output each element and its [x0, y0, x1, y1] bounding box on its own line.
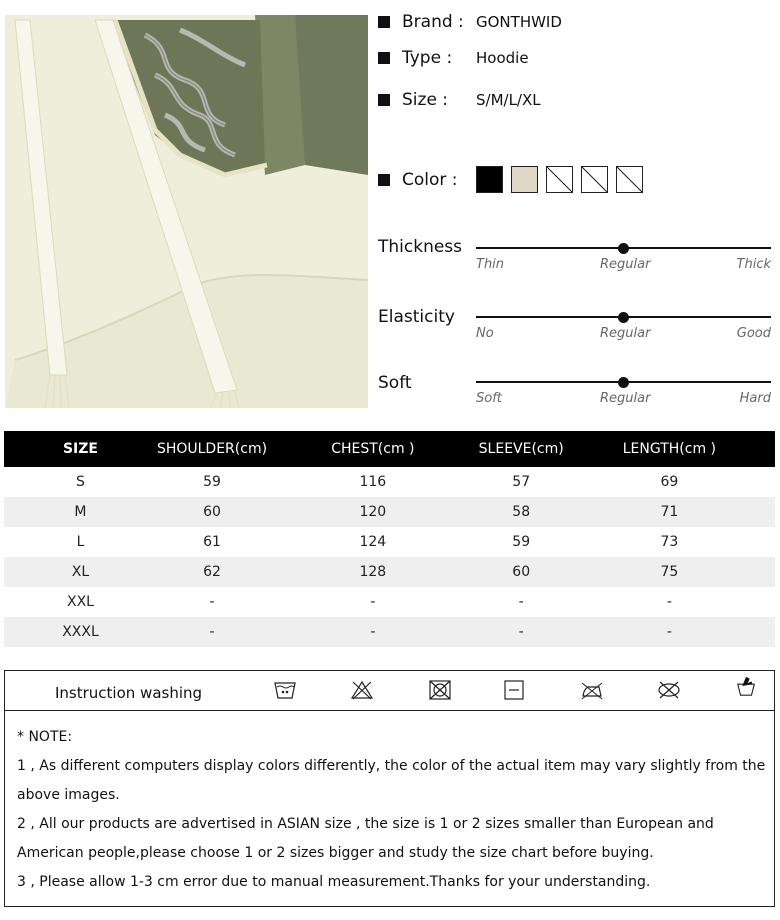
cell-length: - — [564, 617, 775, 647]
brand-value: GONTHWID — [476, 13, 562, 31]
bullet-square — [378, 52, 390, 64]
size-chart-table — [4, 431, 775, 647]
cell-size: L — [76, 534, 85, 550]
scale-mid-label: Regular — [600, 257, 651, 272]
notes-heading: * NOTE: — [17, 729, 73, 745]
table-row — [4, 467, 775, 497]
cell-length: 69 — [660, 474, 679, 490]
cell-size: XXXL — [4, 617, 157, 647]
iron-low-icon — [580, 679, 604, 701]
cell-chest: 116 — [359, 474, 387, 490]
size-label: Size : — [402, 90, 449, 110]
cell-shoulder: 59 — [203, 474, 221, 490]
brand-label: Brand : — [402, 12, 464, 32]
cell-chest: 124 — [359, 534, 387, 550]
note-item: 3 , Please allow 1-3 cm error due to manual measurement.Thanks for your understanding. — [17, 874, 651, 890]
bullet-square — [378, 174, 390, 186]
table-row — [4, 587, 775, 617]
washing-header — [5, 671, 774, 711]
type-label: Type : — [402, 48, 453, 68]
cell-sleeve: - — [518, 594, 524, 610]
scale-marker — [618, 377, 629, 388]
cell-sleeve: 58 — [479, 497, 564, 527]
no-dry-clean-icon — [657, 679, 681, 701]
type-value: Hoodie — [476, 49, 529, 67]
cell-length: - — [666, 594, 672, 610]
scale-mid-label: Regular — [600, 391, 651, 406]
table-row — [4, 497, 775, 527]
header-size: SIZE — [4, 431, 157, 467]
swatch-black[interactable] — [476, 166, 503, 193]
swatch-empty — [546, 166, 573, 193]
scale-marker — [618, 243, 629, 254]
cell-shoulder: 61 — [203, 534, 221, 550]
cell-sleeve: 59 — [512, 534, 531, 550]
washing-title: Instruction washing — [55, 684, 203, 702]
thickness-title: Thickness — [378, 237, 463, 257]
cell-size: XL — [4, 557, 157, 587]
scale-max-label: Good — [736, 326, 771, 341]
scale-max-label: Thick — [736, 257, 771, 272]
header-chest: CHEST(cm ) — [267, 431, 479, 467]
spec-color — [378, 170, 488, 190]
hand-wash-glove-icon — [734, 675, 758, 697]
bullet-square — [378, 94, 390, 106]
color-label: Color : — [402, 170, 458, 190]
scale-min-label: Soft — [476, 391, 502, 406]
soft-scale — [476, 381, 771, 411]
header-sleeve: SLEEVE(cm) — [479, 431, 564, 467]
table-row — [4, 617, 775, 647]
product-photo — [5, 15, 368, 408]
swatch-empty — [581, 166, 608, 193]
no-bleach-icon — [350, 679, 374, 701]
header-shoulder: SHOULDER(cm) — [157, 431, 267, 467]
cell-size: XXL — [66, 594, 94, 610]
thickness-scale — [476, 247, 771, 277]
no-tumble-dry-icon — [428, 679, 452, 701]
cell-chest: 128 — [267, 557, 479, 587]
cell-size: M — [4, 497, 157, 527]
cell-length: 71 — [564, 497, 775, 527]
hand-wash-icon — [273, 679, 297, 701]
table-row — [4, 527, 775, 557]
spec-type — [378, 48, 529, 68]
soft-title: Soft — [378, 373, 412, 393]
table-header-row — [4, 431, 775, 467]
scale-max-label: Hard — [739, 391, 771, 406]
flat-dry-icon — [502, 679, 526, 701]
elasticity-title: Elasticity — [378, 307, 455, 327]
spec-size — [378, 90, 541, 110]
swatch-empty — [616, 166, 643, 193]
cell-shoulder: - — [209, 594, 215, 610]
header-length: LENGTH(cm ) — [564, 431, 775, 467]
size-value: S/M/L/XL — [476, 91, 541, 109]
cell-sleeve: 60 — [479, 557, 564, 587]
cell-chest: - — [267, 617, 479, 647]
cell-length: 75 — [564, 557, 775, 587]
scale-marker — [618, 312, 629, 323]
scale-mid-label: Regular — [600, 326, 651, 341]
note-item: 1 , As different computers display colors differently, the color of the actual item may vary slightly from the above images. — [17, 758, 766, 803]
note-item: 2 , All our products are advertised in ASIAN size , the size is 1 or 2 sizes smaller than European and American people,please choose 1 or 2 sizes bigger and study the size chart before buying. — [17, 816, 714, 861]
cell-shoulder: - — [157, 617, 267, 647]
cell-sleeve: - — [479, 617, 564, 647]
bullet-square — [378, 16, 390, 28]
scale-min-label: No — [476, 326, 494, 341]
cell-shoulder: 62 — [157, 557, 267, 587]
elasticity-scale — [476, 316, 771, 346]
cell-length: 73 — [660, 534, 679, 550]
cell-chest: - — [370, 594, 376, 610]
spec-brand — [378, 12, 562, 32]
scale-min-label: Thin — [476, 257, 505, 272]
table-row — [4, 557, 775, 587]
cell-chest: 120 — [267, 497, 479, 527]
washing-instructions-box — [4, 670, 775, 907]
swatch-beige[interactable] — [511, 166, 538, 193]
cell-sleeve: 57 — [512, 474, 531, 490]
cell-shoulder: 60 — [157, 497, 267, 527]
cell-size: S — [76, 474, 85, 490]
notes-section — [17, 723, 768, 897]
color-swatches — [476, 166, 643, 193]
